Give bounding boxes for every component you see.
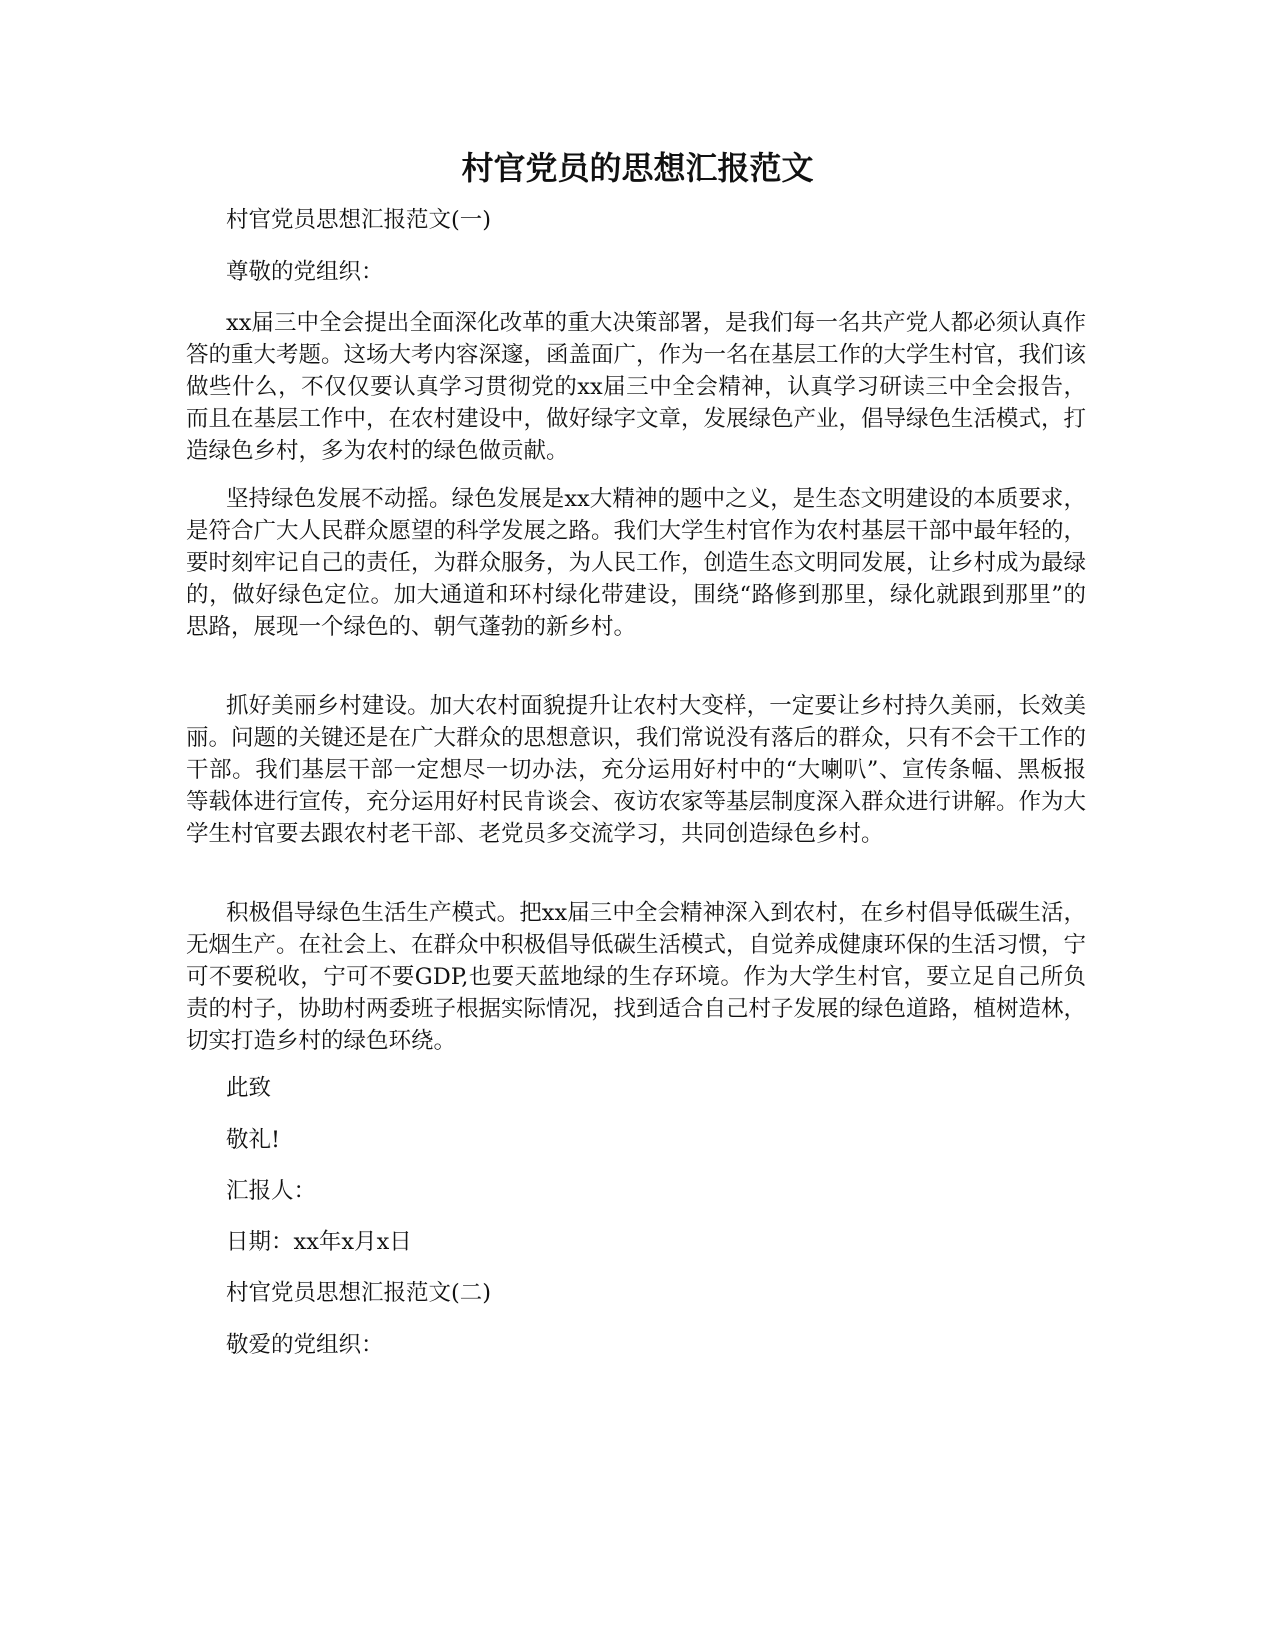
section-heading-1: 村官党员思想汇报范文(一): [226, 207, 492, 233]
salutation-1: 尊敬的党组织：: [226, 259, 384, 285]
section-heading-2: 村官党员思想汇报范文(二): [226, 1280, 492, 1306]
date-line: 日期：xx年x月x日: [226, 1229, 412, 1255]
closing-line-1: 此致: [226, 1075, 272, 1101]
body-paragraph-1: xx届三中全会提出全面深化改革的重大决策部署，是我们每一名共产党人都必须认真作答的重大考题。这场大考内容深邃，函盖面广，作为一名在基层工作的大学生村官，我们该做些什么，不仅仅要认真学习贯彻党的xx届三中全会精神，认真学习研读三中全会报告，而且在基层工作中，在农村建设中，做好绿字文章，发展绿色产业，倡导绿色生活模式，打造绿色乡村，多为农村的绿色做贡献。: [186, 310, 1087, 464]
body-paragraph-3: 抓好美丽乡村建设。加大农村面貌提升让农村大变样，一定要让乡村持久美丽，长效美丽。问题的关键还是在广大群众的思想意识，我们常说没有落后的群众，只有不会干工作的干部。我们基层干部一定想尽一切办法，充分运用好村中的“大喇叭”、宣传条幅、黑板报等载体进行宣传，充分运用好村民肯谈会、夜访农家等基层制度深入群众进行讲解。作为大学生村官要去跟农村老干部、老党员多交流学习，共同创造绿色乡村。: [186, 693, 1087, 847]
document-title: 村官党员的思想汇报范文: [461, 149, 814, 187]
salutation-2: 敬爱的党组织：: [226, 1332, 384, 1358]
body-paragraph-4: 积极倡导绿色生活生产模式。把xx届三中全会精神深入到农村，在乡村倡导低碳生活，无烟生产。在社会上、在群众中积极倡导低碳生活模式，自觉养成健康环保的生活习惯，宁可不要税收，宁可不要GDP,也要天蓝地绿的生存环境。作为大学生村官，要立足自己所负责的村子，协助村两委班子根据实际情况，找到适合自己村子发展的绿色道路，植树造林，切实打造乡村的绿色环绕。: [186, 900, 1087, 1054]
closing-line-2: 敬礼!: [226, 1127, 281, 1153]
body-paragraph-2: 坚持绿色发展不动摇。绿色发展是xx大精神的题中之义，是生态文明建设的本质要求，是符合广大人民群众愿望的科学发展之路。我们大学生村官作为农村基层干部中最年轻的，要时刻牢记自己的责任，为群众服务，为人民工作，创造生态文明同发展，让乡村成为最绿的，做好绿色定位。加大通道和环村绿化带建设，围绕“路修到那里，绿化就跟到那里”的思路，展现一个绿色的、朝气蓬勃的新乡村。: [186, 486, 1087, 640]
reporter-line: 汇报人：: [226, 1178, 317, 1204]
